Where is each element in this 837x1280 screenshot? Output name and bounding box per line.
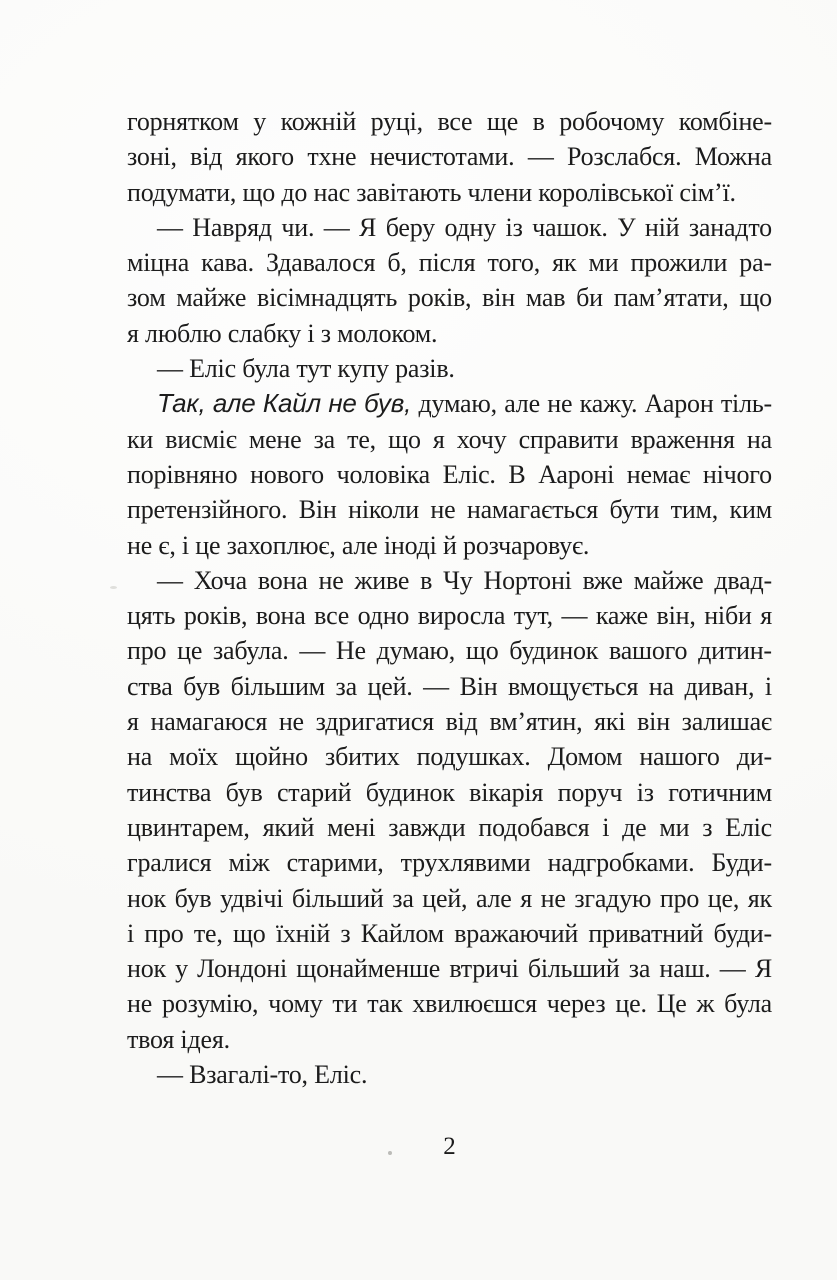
word: тхне xyxy=(307,142,357,172)
word: з xyxy=(702,812,713,842)
word: вашого xyxy=(608,636,688,666)
word: претензійного. xyxy=(127,495,288,525)
word: більшим xyxy=(230,671,325,701)
word: занадто xyxy=(688,212,772,242)
word: робочому xyxy=(559,107,665,136)
text-line xyxy=(127,669,772,704)
word: цей. xyxy=(367,671,413,701)
text-line xyxy=(127,951,772,986)
word: нок xyxy=(127,883,166,913)
word: наш. xyxy=(659,954,711,984)
word: беру xyxy=(385,212,435,242)
word: згадую xyxy=(574,883,652,913)
word: Не xyxy=(335,636,366,666)
word: де xyxy=(622,812,647,842)
text-line xyxy=(127,775,772,810)
text-line xyxy=(127,845,772,880)
page-footer xyxy=(127,1132,772,1162)
word: — xyxy=(719,954,746,984)
word: як xyxy=(552,248,577,278)
page-text xyxy=(127,104,772,1092)
word: забула. xyxy=(212,636,289,666)
word: із xyxy=(505,212,523,242)
word: був xyxy=(183,671,221,701)
word: ніколи xyxy=(348,495,419,525)
word: Здавалося xyxy=(266,248,376,278)
word: майже xyxy=(176,283,247,313)
word: справити xyxy=(518,424,619,454)
word: була xyxy=(724,989,772,1019)
word: про xyxy=(127,636,167,666)
text-line xyxy=(127,104,772,139)
word: Домом xyxy=(547,742,623,772)
word: що xyxy=(465,636,499,666)
word: був xyxy=(174,883,212,913)
text-line xyxy=(127,280,772,315)
word: вісімнадцять xyxy=(257,283,398,313)
word: щойно xyxy=(235,742,308,772)
word: все xyxy=(437,107,473,136)
word: бути xyxy=(609,495,660,525)
text-line xyxy=(127,563,772,598)
word: щонайменше xyxy=(296,954,441,984)
word: від xyxy=(190,142,223,172)
text-line xyxy=(127,175,772,210)
word: це xyxy=(177,636,203,666)
word: ж xyxy=(696,989,715,1019)
text-line xyxy=(127,881,772,916)
word: у xyxy=(253,107,267,136)
word: так xyxy=(367,989,403,1019)
text-line xyxy=(127,457,772,492)
word: Аароні xyxy=(538,459,615,489)
word: будинок xyxy=(509,636,599,666)
word: залишає xyxy=(681,707,772,737)
word: В xyxy=(508,459,526,489)
word: більший xyxy=(527,954,620,984)
word: вона xyxy=(255,601,306,631)
word: у xyxy=(175,954,188,984)
text-segment: — Взагалі-то, Еліс. xyxy=(157,1060,368,1090)
word: тим, xyxy=(670,495,719,525)
word: майже xyxy=(633,565,704,595)
word: збитих xyxy=(325,742,400,772)
word: про xyxy=(144,918,184,948)
word: був, xyxy=(364,388,412,419)
word: каже xyxy=(595,601,648,631)
word: тут, xyxy=(513,601,553,631)
word: за xyxy=(628,954,651,984)
text-line xyxy=(127,598,772,633)
text-line xyxy=(127,916,772,951)
word: як xyxy=(747,883,772,913)
word: він xyxy=(637,707,670,737)
word: виросла xyxy=(417,601,506,631)
word: Навряд xyxy=(192,212,272,242)
word: ти xyxy=(332,989,358,1019)
word: це. xyxy=(615,989,647,1019)
text-line xyxy=(127,245,772,280)
word: — xyxy=(157,212,183,242)
word: зом xyxy=(127,283,166,313)
word: кажу. xyxy=(579,389,638,419)
word: Хоча xyxy=(193,565,247,595)
word: чому xyxy=(268,989,323,1019)
word: який xyxy=(262,812,315,842)
word: — xyxy=(527,142,554,172)
word: він xyxy=(482,283,515,313)
word: я xyxy=(760,601,772,631)
word: ще xyxy=(486,107,519,136)
word: Чу xyxy=(443,565,473,595)
word: нічого xyxy=(702,459,772,489)
text-line xyxy=(127,351,772,386)
text-line xyxy=(127,316,772,351)
word: за xyxy=(335,671,357,701)
word: що xyxy=(232,918,266,948)
word: нок xyxy=(127,954,166,984)
word: але xyxy=(475,883,512,913)
word: Нортоні xyxy=(483,565,572,595)
word: Еліс xyxy=(725,812,772,842)
word: я xyxy=(432,424,445,454)
word: нечистотами. xyxy=(369,142,515,172)
word: — xyxy=(561,601,588,631)
word: дитин- xyxy=(698,636,772,666)
text-segment: — Еліс була тут купу разів. xyxy=(157,354,455,384)
word: що xyxy=(388,424,421,454)
word: те, xyxy=(347,424,376,454)
word: кожній xyxy=(280,107,357,136)
word: думаю, xyxy=(418,389,497,419)
word: пам’ятати, xyxy=(613,283,729,313)
word: ки xyxy=(127,424,154,454)
word: якого xyxy=(235,142,294,172)
word: не xyxy=(328,388,357,419)
word: про xyxy=(659,883,700,913)
word: висміє xyxy=(165,424,237,454)
word: диван, xyxy=(684,671,755,701)
word: Аарон xyxy=(644,389,714,419)
word: трухлявими xyxy=(400,848,531,878)
word: вражаючий xyxy=(454,918,579,948)
word: Це xyxy=(656,989,687,1019)
word: комбіне- xyxy=(678,107,772,136)
print-speck xyxy=(110,586,117,589)
word: Так, xyxy=(157,388,206,419)
word: але xyxy=(504,389,540,419)
word: буди- xyxy=(713,918,772,948)
word: надгробками. xyxy=(547,848,695,878)
word: але xyxy=(212,388,256,419)
word: ства xyxy=(127,671,173,701)
word: прожили xyxy=(630,248,728,278)
word: немає xyxy=(626,459,691,489)
word: вона xyxy=(257,565,308,595)
word: двад- xyxy=(714,565,772,595)
text-line xyxy=(127,528,772,563)
word: не xyxy=(318,565,344,595)
word: більший xyxy=(291,883,384,913)
word: Еліс. xyxy=(442,459,496,489)
word: ди- xyxy=(736,742,772,772)
word: в xyxy=(420,565,433,595)
text-line xyxy=(127,739,772,774)
word: я xyxy=(127,707,139,737)
text-line xyxy=(127,810,772,845)
word: тіль- xyxy=(720,389,772,419)
word: моїх xyxy=(169,742,219,772)
word: ми xyxy=(659,812,690,842)
word: чоловіка xyxy=(336,459,430,489)
word: ній xyxy=(644,212,680,242)
word: цять xyxy=(127,601,176,631)
word: за xyxy=(313,424,336,454)
word: чи. xyxy=(281,212,315,242)
word: одну xyxy=(444,212,497,242)
word: те, xyxy=(193,918,223,948)
word: на xyxy=(127,742,153,772)
word: зоні, xyxy=(127,142,177,172)
word: на xyxy=(746,424,772,454)
word: думаю, xyxy=(376,636,456,666)
word: це, xyxy=(707,883,740,913)
word: — xyxy=(423,671,449,701)
word: Лондоні xyxy=(197,954,288,984)
word: нашого xyxy=(639,742,720,772)
word: був xyxy=(225,777,263,807)
word: приватний xyxy=(588,918,704,948)
text-line xyxy=(127,492,772,527)
word: не xyxy=(430,495,456,525)
word: розумію, xyxy=(161,989,259,1019)
word: нового xyxy=(250,459,324,489)
word: намагаюся xyxy=(150,707,268,737)
word: ми xyxy=(588,248,619,278)
word: вікарія xyxy=(469,777,544,807)
text-line xyxy=(127,422,772,457)
word: удвічі xyxy=(220,883,284,913)
text-line xyxy=(127,1022,772,1057)
text-line xyxy=(127,210,772,245)
word: хочу xyxy=(456,424,507,454)
word: порівняно xyxy=(127,459,238,489)
word: здригатися xyxy=(315,707,434,737)
word: старими, xyxy=(286,848,384,878)
word: з xyxy=(340,918,351,948)
word: що xyxy=(739,283,772,313)
word: цвинтарем, xyxy=(127,812,250,842)
word: Він xyxy=(298,495,337,525)
word: будинок xyxy=(365,777,455,807)
word: він, xyxy=(656,601,696,631)
word: готичним xyxy=(668,777,772,807)
text-line xyxy=(127,386,772,421)
word: років, xyxy=(183,601,248,631)
word: не xyxy=(278,707,304,737)
word: би xyxy=(576,283,603,313)
word: Кайлом xyxy=(360,918,444,948)
word: подушках. xyxy=(416,742,531,772)
word: Я xyxy=(359,212,377,242)
word: вм’ятин, xyxy=(489,707,583,737)
word: Буди- xyxy=(711,848,772,878)
word: Кайл xyxy=(262,388,321,419)
word: через xyxy=(546,989,606,1019)
word: мав xyxy=(525,283,566,313)
word: після xyxy=(418,248,476,278)
word: не xyxy=(127,989,153,1019)
page-number: 2 xyxy=(443,1133,456,1160)
word: і xyxy=(127,918,135,948)
word: за xyxy=(392,883,414,913)
word: цей, xyxy=(422,883,468,913)
word: тинства xyxy=(127,777,212,807)
word: мене xyxy=(248,424,302,454)
word: не xyxy=(540,883,566,913)
text-line xyxy=(127,139,772,174)
text-segment: я люблю слабку і з молоком. xyxy=(127,318,438,348)
word: Я xyxy=(754,954,772,984)
word: я xyxy=(520,883,533,913)
word: Він xyxy=(459,671,498,701)
word: — xyxy=(299,636,326,666)
text-segment: не є, і це захоплює, але іноді й розчаровує. xyxy=(127,530,590,560)
word: поруч xyxy=(557,777,623,807)
word: на xyxy=(648,671,674,701)
word: Можна xyxy=(694,142,772,172)
text-segment: твоя ідея. xyxy=(127,1024,230,1054)
word: горнятком xyxy=(127,107,239,136)
text-line xyxy=(127,1057,772,1092)
word: хвилюєшся xyxy=(412,989,537,1019)
word: Розслабся. xyxy=(567,142,682,172)
word: вмощується xyxy=(508,671,639,701)
word: років, xyxy=(407,283,472,313)
word: все xyxy=(314,601,350,631)
word: ра- xyxy=(739,248,772,278)
word: вже xyxy=(582,565,623,595)
text-line xyxy=(127,704,772,739)
word: живе xyxy=(354,565,410,595)
word: руці, xyxy=(370,107,423,136)
word: ким xyxy=(729,495,772,525)
word: б, xyxy=(387,248,407,278)
text-line xyxy=(127,633,772,668)
word: від xyxy=(445,707,478,737)
word: подобався xyxy=(478,812,590,842)
word: які xyxy=(594,707,626,737)
word: — xyxy=(157,565,183,595)
word: одно xyxy=(357,601,410,631)
text-line xyxy=(127,986,772,1021)
word: не xyxy=(547,389,573,419)
word: завжди xyxy=(388,812,466,842)
word: між xyxy=(228,848,270,878)
word: їхній xyxy=(275,918,331,948)
word: в xyxy=(532,107,545,136)
word: втричі xyxy=(449,954,519,984)
word: із xyxy=(636,777,654,807)
word: чашок. xyxy=(532,212,608,242)
word: мені xyxy=(327,812,376,842)
word: міцна xyxy=(127,248,190,278)
word: того, xyxy=(487,248,541,278)
word: У xyxy=(617,212,636,242)
word: намагається xyxy=(466,495,599,525)
word: старий xyxy=(276,777,352,807)
word: ніби xyxy=(704,601,752,631)
word: враження xyxy=(630,424,735,454)
word: кава. xyxy=(201,248,254,278)
word: і xyxy=(602,812,610,842)
text-segment: подумати, що до нас завітають члени королівської сім’ї. xyxy=(127,177,736,207)
word: — xyxy=(323,212,350,242)
word: і xyxy=(764,671,772,701)
word: гралися xyxy=(127,848,212,878)
